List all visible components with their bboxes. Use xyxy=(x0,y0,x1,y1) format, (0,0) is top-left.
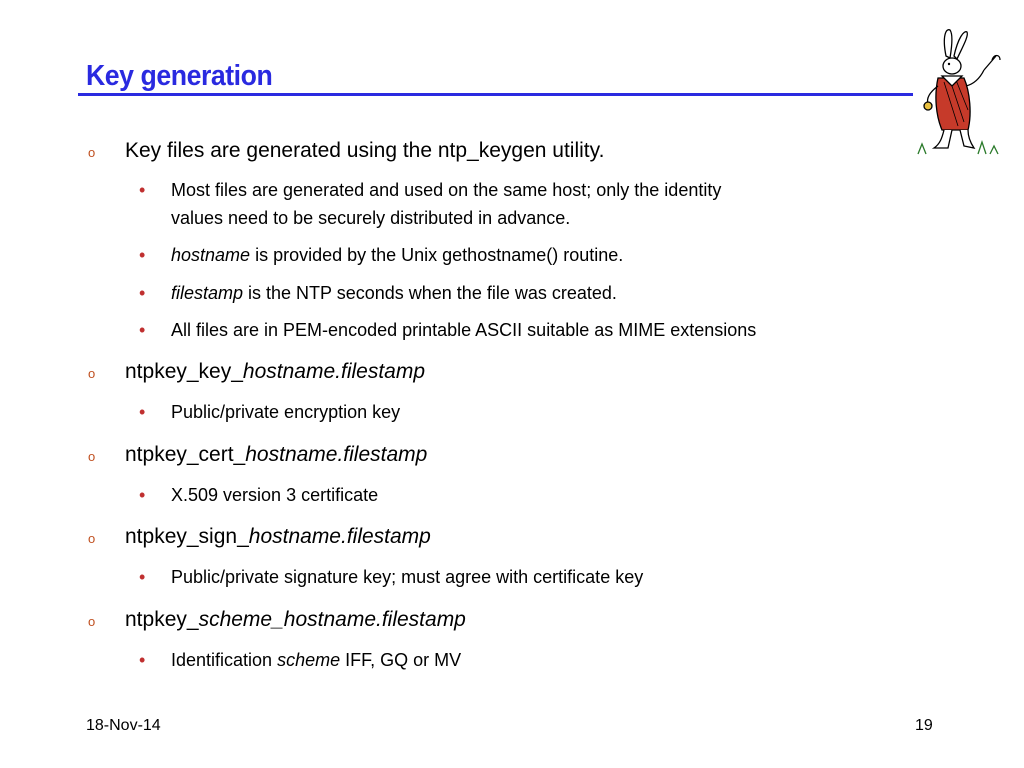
bullet-level2 xyxy=(139,563,644,591)
bullet-level2 xyxy=(139,241,624,269)
bullet-text: is the NTP seconds when the file was created. xyxy=(243,283,617,303)
dot-bullet-icon: • xyxy=(139,245,146,265)
dot-bullet-icon: • xyxy=(139,567,146,587)
circle-bullet-icon: o xyxy=(88,614,96,629)
slide-title: Key generation xyxy=(86,60,273,92)
bullet-level1 xyxy=(88,525,431,549)
bullet-text: X.509 version 3 certificate xyxy=(171,485,379,505)
bullet-text: ntpkey_key_ xyxy=(125,360,243,383)
bullet-text: Key files are generated using the ntp_keygen utility. xyxy=(125,139,605,162)
italic-term: hostname.filestamp xyxy=(242,360,426,383)
slide-number: 19 xyxy=(915,717,933,734)
dot-bullet-icon: • xyxy=(139,402,146,422)
bullet-level1 xyxy=(88,443,428,467)
italic-term: hostname.filestamp xyxy=(245,443,428,466)
bullet-level2 xyxy=(139,481,379,509)
italic-term: hostname xyxy=(171,245,251,265)
title-underline xyxy=(78,93,913,96)
bullet-level2 xyxy=(139,176,722,204)
bullet-level2 xyxy=(139,279,617,307)
bullet-level1 xyxy=(88,139,605,163)
bullet-level1 xyxy=(88,360,426,384)
footer-date: 18-Nov-14 xyxy=(86,717,161,734)
bullet-level2-continuation xyxy=(171,204,570,232)
dot-bullet-icon: • xyxy=(139,485,146,505)
italic-term: scheme xyxy=(277,650,341,670)
bullet-text: ntpkey_ xyxy=(125,608,199,631)
bullet-level2 xyxy=(139,316,757,344)
dot-bullet-icon: • xyxy=(139,320,146,340)
bullet-level2 xyxy=(139,398,401,426)
bullet-level1 xyxy=(88,608,466,632)
italic-term: scheme_hostname.filestamp xyxy=(198,608,466,631)
bullet-level2 xyxy=(139,646,462,674)
bullet-text: Most files are generated and used on the same host; only the identity xyxy=(171,180,722,200)
dot-bullet-icon: • xyxy=(139,650,146,670)
bullet-text: Public/private signature key; must agree with certificate key xyxy=(171,567,644,587)
bullet-text: IFF, GQ or MV xyxy=(340,650,462,670)
italic-term: hostname.filestamp xyxy=(248,525,431,548)
bullet-text: Public/private encryption key xyxy=(171,402,401,422)
white-rabbit-illustration xyxy=(908,26,1002,158)
bullet-text: values need to be securely distributed in advance. xyxy=(171,208,571,228)
bullet-text: is provided by the Unix gethostname() routine. xyxy=(250,245,624,265)
circle-bullet-icon: o xyxy=(88,366,96,381)
bullet-text: ntpkey_sign_ xyxy=(125,525,249,548)
circle-bullet-icon: o xyxy=(88,145,96,160)
dot-bullet-icon: • xyxy=(139,180,146,200)
bullet-text: All files are in PEM-encoded printable ASCII suitable as MIME extensions xyxy=(171,320,757,340)
italic-term: filestamp xyxy=(171,283,244,303)
bullet-text: ntpkey_cert_ xyxy=(125,443,246,466)
circle-bullet-icon: o xyxy=(88,531,96,546)
bullet-text: Identification xyxy=(171,650,278,670)
dot-bullet-icon: • xyxy=(139,283,146,303)
circle-bullet-icon: o xyxy=(88,449,96,464)
